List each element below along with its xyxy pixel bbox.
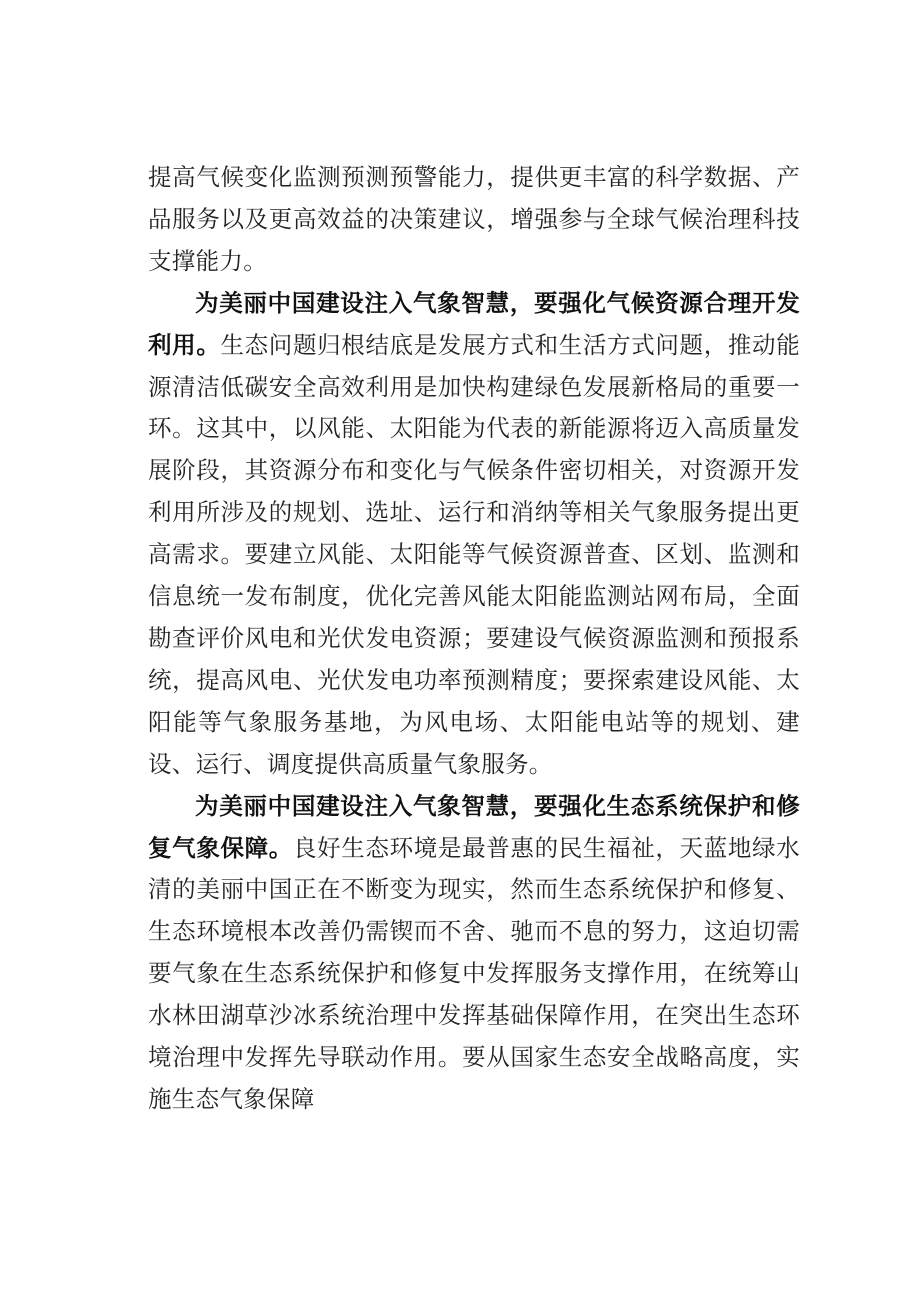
paragraph-body: 良好生态环境是最普惠的民生福祉，天蓝地绿水清的美丽中国正在不断变为现实，然而生态系统保护和修复、生态环境根本改善仍需锲而不舍、驰而不息的努力，这迫切需要气象在生态系统保护和修复中发挥服务支撑作用，在统筹山水林田湖草沙冰系统治理中发挥基础保障作用，在突出生态环境治理中发挥先导联动作用。要从国家生态安全战略高度，实施生态气象保障 (148, 833, 800, 1113)
paragraph-climate-resources (148, 283, 800, 786)
paragraph-body: 提高气候变化监测预测预警能力，提供更丰富的科学数据、产品服务以及更高效益的决策建议，增强参与全球气候治理科技支撑能力。 (148, 163, 800, 275)
paragraph-lead: 为美丽中国建设注入气象智慧，要强化气候资源合理开发利用。 (148, 288, 800, 359)
paragraph-lead: 为美丽中国建设注入气象智慧，要强化生态系统保护和修复气象保障。 (148, 791, 800, 862)
document-body (148, 157, 800, 1121)
paragraph-body: 生态问题归根结底是发展方式和生活方式问题，推动能源清洁低碳安全高效利用是加快构建绿色发展新格局的重要一环。这其中，以风能、太阳能为代表的新能源将迈入高质量发展阶段，其资源分布和变化与气候条件密切相关，对资源开发利用所涉及的规划、选址、运行和消纳等相关气象服务提出更高需求。要建立风能、太阳能等气候资源普查、区划、监测和信息统一发布制度，优化完善风能太阳能监测站网布局，全面勘查评价风电和光伏发电资源；要建设气候资源监测和预报系统，提高风电、光伏发电功率预测精度；要探索建设风能、太阳能等气象服务基地，为风电场、太阳能电站等的规划、建设、运行、调度提供高质量气象服务。 (148, 330, 800, 778)
paragraph-ecosystem-protection (148, 786, 800, 1121)
paragraph-continuation (148, 157, 800, 283)
